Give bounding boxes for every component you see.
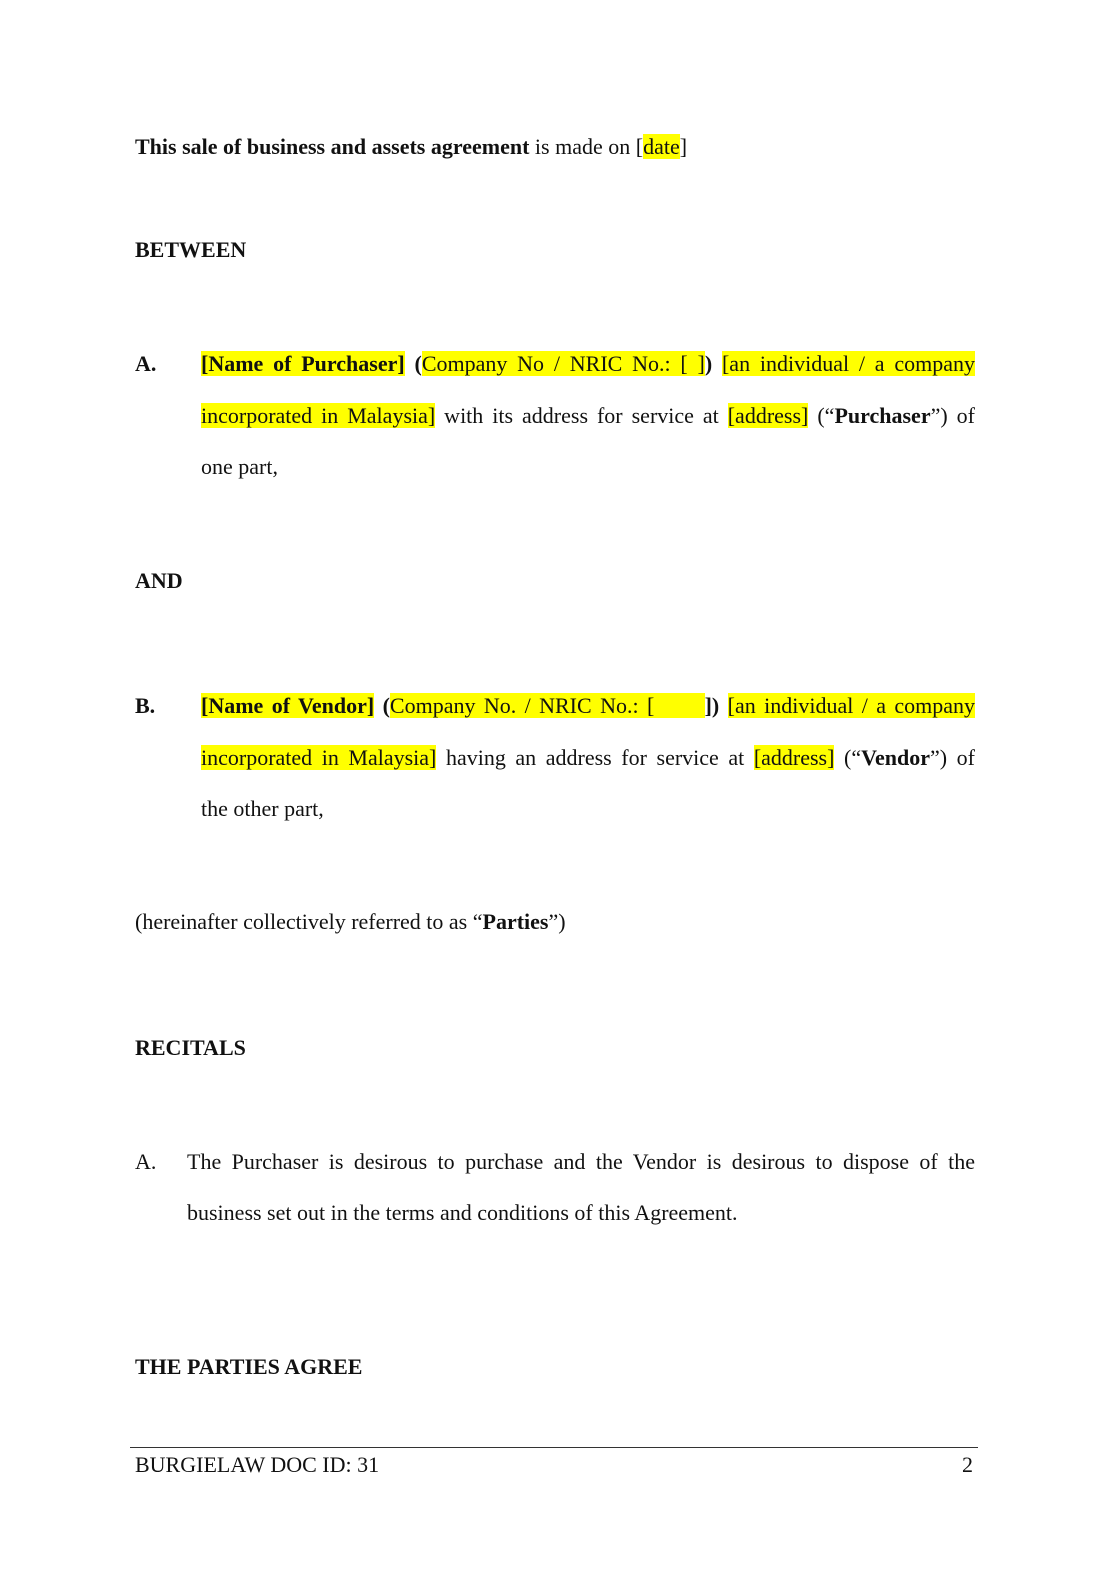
recital-a-line-1: The Purchaser is desirous to purchase and the Vendor is desirous to dispose of the — [187, 1149, 975, 1174]
recitals-heading: RECITALS — [135, 1035, 246, 1060]
party-a-line-3: one part, — [201, 454, 278, 479]
between-heading: BETWEEN — [135, 237, 247, 262]
party-a-line-1: [Name of Purchaser] (Company No / NRIC No.: [ ]) [an individual / a company — [201, 351, 975, 376]
purchaser-name-placeholder: [Name of Purchaser] — [201, 351, 405, 376]
vendor-address-placeholder: [address] — [753, 745, 835, 770]
purchaser-type-placeholder: [an individual / a company — [721, 351, 975, 376]
intro-text: is made on — [529, 134, 636, 159]
party-a-label: A. — [135, 351, 157, 376]
purchaser-address-placeholder: [address] — [727, 403, 809, 428]
vendor-type-placeholder: [an individual / a company — [727, 693, 976, 718]
agreement-title: This sale of business and assets agreement — [135, 134, 530, 159]
footer-divider — [130, 1447, 978, 1448]
purchaser-reg-placeholder: Company No / NRIC No.: [ ] — [421, 351, 705, 376]
footer-page-number: 2 — [962, 1452, 973, 1477]
parties-defined-term: Parties — [482, 909, 549, 934]
parties-agree-heading: THE PARTIES AGREE — [135, 1354, 363, 1379]
party-b-line-3: the other part, — [201, 796, 324, 821]
recital-a-label: A. — [135, 1149, 157, 1174]
party-a-line-2: incorporated in Malaysia] with its address for service at [address] (“Purchaser”) of — [201, 403, 975, 428]
party-b-line-2: incorporated in Malaysia] having an address for service at [address] (“Vendor”) of — [201, 745, 975, 770]
vendor-name-placeholder: [Name of Vendor] — [201, 693, 375, 718]
and-heading: AND — [135, 568, 183, 593]
collective-definition: (hereinafter collectively referred to as “Parties”) — [135, 909, 566, 934]
purchaser-defined-term: Purchaser — [834, 403, 931, 428]
recital-a-line-2: business set out in the terms and conditions of this Agreement. — [187, 1200, 738, 1225]
party-b-label: B. — [135, 693, 156, 718]
vendor-reg-placeholder: Company No. / NRIC No.: [ — [389, 693, 705, 718]
party-b-line-1: [Name of Vendor] (Company No. / NRIC No.: [ ]) [an individual / a company — [201, 693, 976, 718]
vendor-defined-term: Vendor — [861, 745, 930, 770]
date-placeholder: date — [643, 134, 680, 159]
intro-line: This sale of business and assets agreement is made on [date] — [135, 134, 688, 159]
footer-doc-id: BURGIELAW DOC ID: 31 — [135, 1452, 380, 1477]
